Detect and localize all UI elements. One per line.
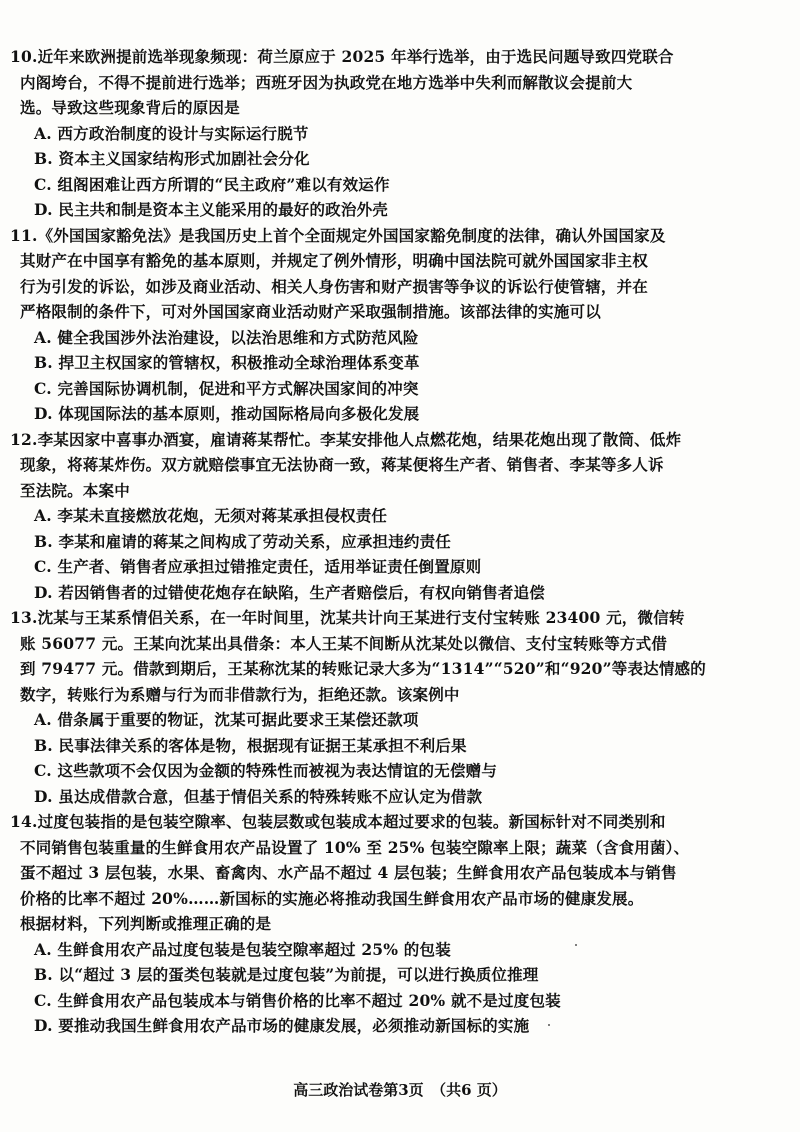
question-stem-line: 数字，转账行为系赠与行为而非借款行为，拒绝还款。该案例中	[20, 684, 460, 704]
question-12	[10, 427, 788, 606]
scan-speck	[548, 1024, 550, 1026]
question-stem-line: 账 56077 元。王某向沈某出具借条：本人王某不间断从沈某处以微信、支付宝转账等方式借	[20, 633, 668, 653]
option-b: B. 民事法律关系的客体是物，根据现有证据王某承担不利后果	[34, 735, 467, 755]
question-number: 12.	[10, 429, 38, 449]
option-b: B. 捍卫主权国家的管辖权，积极推动全球治理体系变革	[34, 353, 420, 372]
question-stem-line: 价格的比率不超过 20%……新国标的实施必将推动我国生鲜食用农产品市场的健康发展。	[20, 888, 644, 908]
option-d: D. 体现国际法的基本原则，推动国际格局向多极化发展	[34, 404, 420, 423]
scan-speck	[575, 944, 577, 946]
option-a: A. 李某未直接燃放花炮，无须对蒋某承担侵权责任	[34, 506, 388, 525]
question-stem-line: 到 79477 元。借款到期后，王某称沈某的转账记录大多为“1314”“520”和“920”等表达情感的	[20, 659, 706, 678]
stem-text: 近年来欧洲提前选举现象频现：荷兰原应于 2025 年举行选举，由于选民问题导致四党联合	[37, 47, 674, 66]
questions-container	[10, 44, 788, 1039]
question-stem-line: 根据材料，下列判断或推理正确的是	[20, 914, 272, 933]
option-c: C. 完善国际协调机制，促进和平方式解决国家间的冲突	[34, 378, 419, 398]
question-stem-line: 选。导致这些现象背后的原因是	[20, 98, 240, 117]
option-b: B. 以“超过 3 层的蛋类包装就是过度包装”为前提，可以进行换质位推理	[34, 965, 539, 984]
question-number: 14.	[10, 812, 38, 831]
option-b: B. 李某和雇请的蒋某之间构成了劳动关系，应承担违约责任	[34, 531, 451, 551]
option-d: D. 要推动我国生鲜食用农产品市场的健康发展，必须推动新国标的实施	[34, 1016, 530, 1035]
question-stem-line	[10, 427, 788, 453]
question-14	[10, 809, 788, 1039]
question-10	[10, 44, 788, 223]
question-13	[10, 605, 788, 809]
question-stem-line	[10, 809, 788, 835]
question-number: 11.	[10, 225, 38, 245]
option-a: A. 健全我国涉外法治建设，以法治思维和方式防范风险	[34, 327, 419, 347]
question-stem-line	[10, 223, 788, 249]
question-stem-line	[10, 605, 788, 631]
stem-text: 《外国国家豁免法》是我国历史上首个全面规定外国国家豁免制度的法律，确认外国国家及	[37, 225, 666, 245]
option-d: D. 虽达成借款合意，但基于情侣关系的特殊转账不应认定为借款	[34, 786, 483, 806]
option-c: C. 这些款项不会仅因为金额的特殊性而被视为表达情谊的无偿赠与	[34, 761, 498, 780]
question-stem-line: 至法院。本案中	[20, 480, 130, 500]
option-a: A. 西方政治制度的设计与实际运行脱节	[34, 123, 309, 143]
question-number: 10.	[10, 47, 38, 66]
option-d: D. 若因销售者的过错使花炮存在缺陷，生产者赔偿后，有权向销售者追偿	[34, 582, 545, 602]
option-c: C. 生产者、销售者应承担过错推定责任，适用举证责任倒置原则	[34, 557, 482, 576]
question-11	[10, 223, 788, 427]
question-stem-line: 内阁垮台，不得不提前进行选举；西班牙因为执政党在地方选举中失利而解散议会提前大	[20, 72, 633, 92]
question-stem-line: 蛋不超过 3 层包装，水果、畜禽肉、水产品不超过 4 层包装；生鲜食用农产品包装成本与销售	[20, 863, 677, 882]
option-d: D. 民主共和制是资本主义能采用的最好的政治外壳	[34, 200, 388, 219]
question-stem-line: 其财产在中国享有豁免的基本原则，并规定了例外情形，明确中国法院可就外国国家非主权	[20, 251, 649, 270]
stem-text: 李某因家中喜事办酒宴，雇请蒋某帮忙。李某安排他人点燃花炮，结果花炮出现了散筒、低炸	[37, 429, 682, 449]
question-stem-line: 严格限制的条件下，可对外国国家商业活动财产采取强制措施。该部法律的实施可以	[20, 302, 601, 321]
option-b: B. 资本主义国家结构形式加剧社会分化	[34, 149, 310, 168]
stem-text: 过度包装指的是包装空隙率、包装层数或包装成本超过要求的包装。新国标针对不同类别和	[37, 812, 666, 831]
page-footer: 高三政治试卷第3页 （共6 页）	[293, 1081, 507, 1099]
question-stem-line: 行为引发的诉讼，如涉及商业活动、相关人身伤害和财产损害等争议的诉讼行使管辖，并在	[20, 276, 649, 296]
question-number: 13.	[10, 608, 38, 627]
option-a: A. 生鲜食用农产品过度包装是包装空隙率超过 25% 的包装	[34, 939, 451, 959]
question-stem-line: 不同销售包装重量的生鲜食用农产品设置了 10% 至 25% 包装空隙率上限；蔬菜（含食用菌）、	[20, 837, 690, 857]
option-c: C. 组阁困难让西方所谓的“民主政府”难以有效运作	[34, 174, 390, 194]
stem-text: 沈某与王某系情侣关系，在一年时间里，沈某共计向王某进行支付宝转账 23400 元，微信转	[37, 608, 685, 627]
option-a: A. 借条属于重要的物证，沈某可据此要求王某偿还款项	[34, 710, 419, 729]
question-stem-line: 现象，将蒋某炸伤。双方就赔偿事宜无法协商一致，蒋某便将生产者、销售者、李某等多人诉	[20, 455, 664, 474]
option-c: C. 生鲜食用农产品包装成本与销售价格的比率不超过 20% 就不是过度包装	[34, 990, 561, 1010]
question-stem-line	[10, 44, 788, 70]
